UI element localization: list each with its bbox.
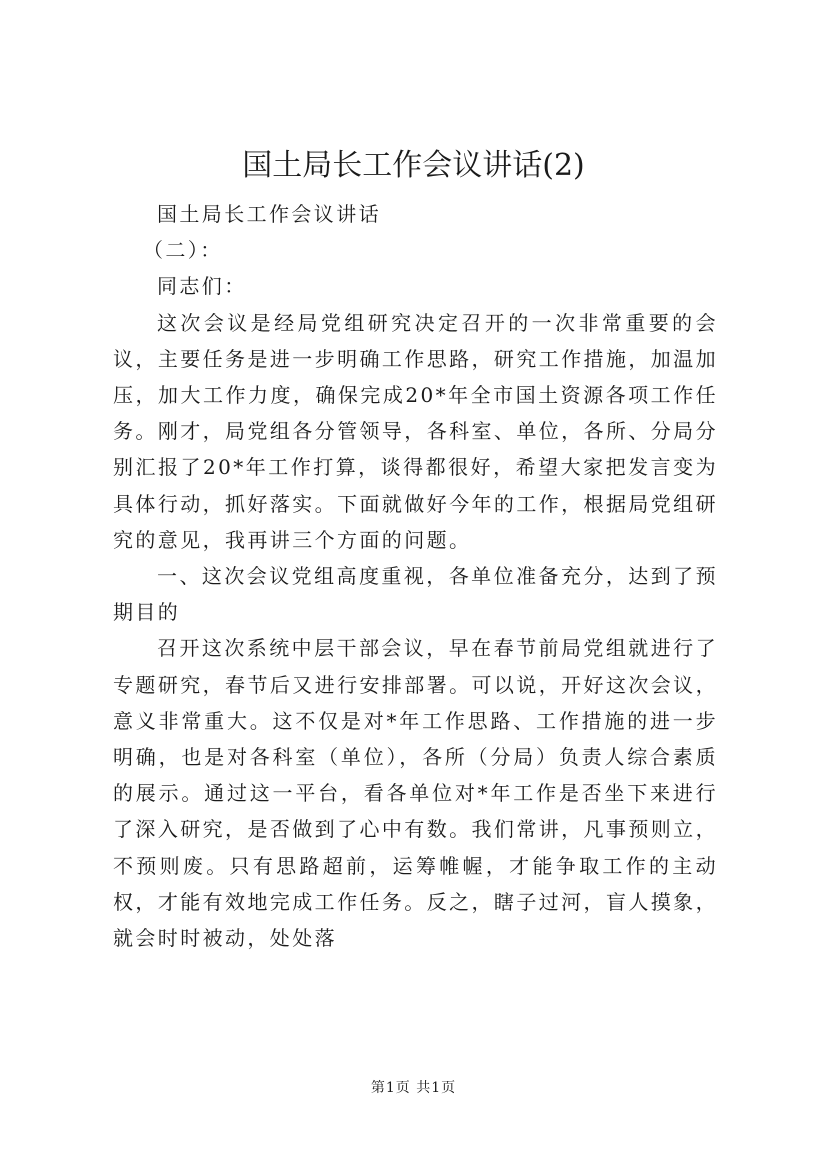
paragraph-section-heading: 一、这次会议党组高度重视，各单位准备充分，达到了预期目的	[113, 564, 718, 625]
document-title: 国土局长工作会议讲话(2)	[242, 148, 585, 183]
document-body	[113, 196, 718, 956]
page-footer: 第1页 共1页	[370, 1080, 457, 1096]
paragraph-subtitle: 国土局长工作会议讲话	[157, 202, 381, 226]
paragraph-intro: 这次会议是经局党组研究决定召开的一次非常重要的会议，主要任务是进一步明确工作思路，研究工作措施，加温加压，加大工作力度，确保完成20*年全市国土资源各项工作任务。刚才，局党组各分管领导，各科室、单位，各所、分局分别汇报了20*年工作打算，谈得都很好，希望大家把发言变为具体行动，抓好落实。下面就做好今年的工作，根据局党组研究的意见，我再讲三个方面的问题。	[113, 310, 718, 552]
paragraph-salutation: 同志们：	[157, 274, 247, 299]
paragraph-part-number: （二）：	[143, 238, 223, 263]
paragraph-section-body: 召开这次系统中层干部会议，早在春节前局党组就进行了专题研究，春节后又进行安排部署。可以说，开好这次会议，意义非常重大。这不仅是对*年工作思路、工作措施的进一步明确，也是对各科室（单位），各所（分局）负责人综合素质的展示。通过这一平台，看各单位对*年工作是否坐下来进行了深入研究，是否做到了心中有数。我们常讲，凡事预则立，不预则废。只有思路超前，运筹帷幄，才能争取工作的主动权，才能有效地完成工作任务。反之，瞎子过河，盲人摸象，就会时时被动，处处落	[113, 636, 718, 951]
